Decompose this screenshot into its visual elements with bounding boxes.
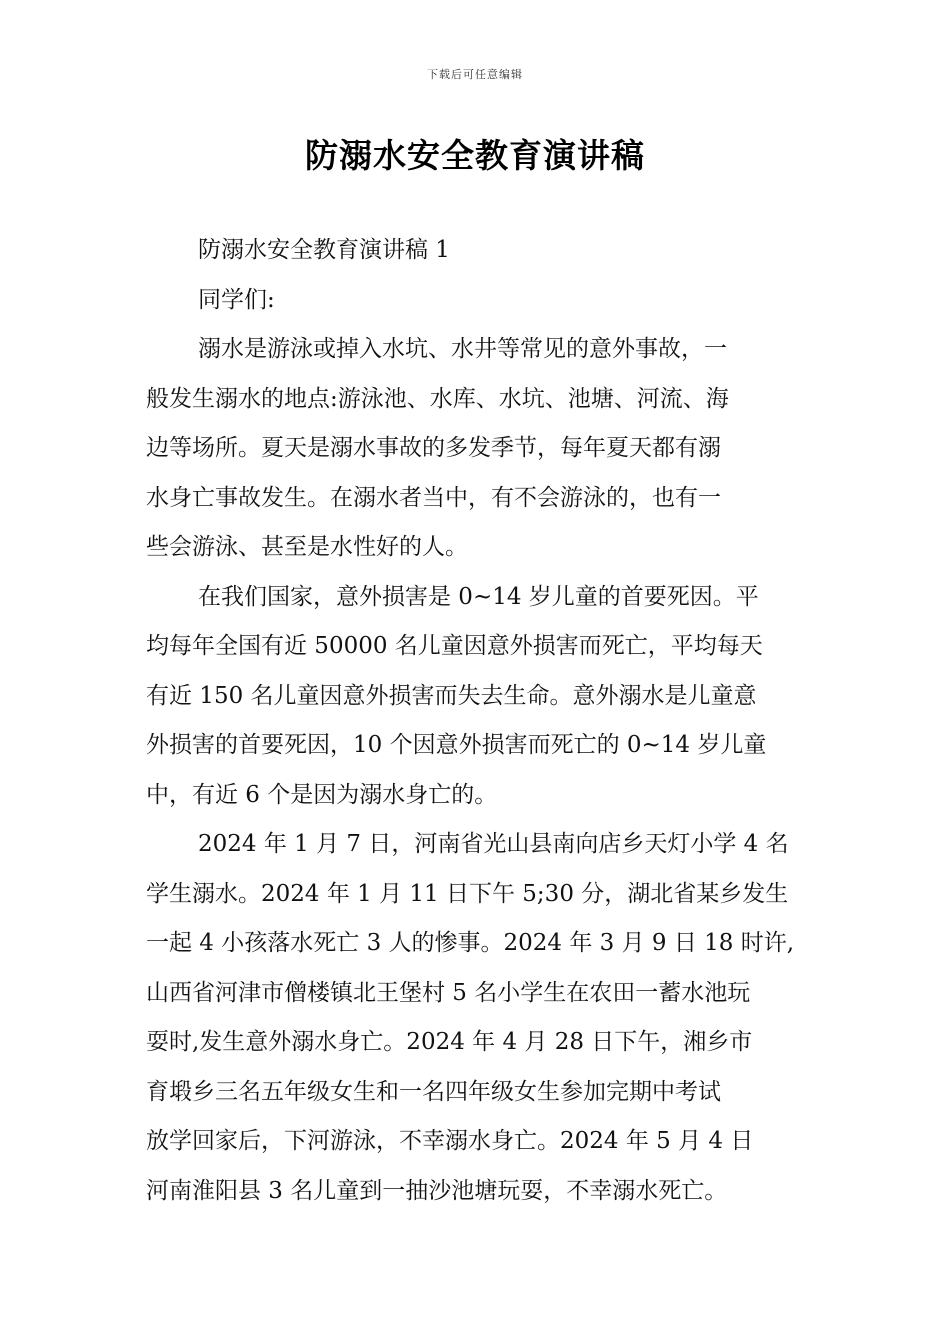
paragraph-line: 有近 150 名儿童因意外损害而失去生命。意外溺水是儿童意 xyxy=(146,682,757,709)
paragraph-line: 边等场所。夏天是溺水事故的多发季节，每年夏天都有溺 xyxy=(146,435,721,461)
paragraph-1 xyxy=(146,325,814,573)
paragraph-line: 溺水是游泳或掉入水坑、水井等常见的意外事故，一 xyxy=(198,336,727,362)
paragraph-line: 一起 4 小孩落水死亡 3 人的惨事。2024 年 3 月 9 日 18 时许, xyxy=(146,930,795,956)
paragraph-line: 外损害的首要死因，10 个因意外损害而死亡的 0~14 岁儿童 xyxy=(146,732,767,758)
paragraph-line: 均每年全国有近 50000 名儿童因意外损害而死亡，平均每天 xyxy=(146,633,763,659)
paragraph-line: 水身亡事故发生。在溺水者当中，有不会游泳的，也有一 xyxy=(146,484,721,511)
paragraph-line: 耍时,发生意外溺水身亡。2024 年 4 月 28 日下午，湘乡市 xyxy=(146,1029,753,1055)
paragraph-line: 些会游泳、甚至是水性好的人。 xyxy=(146,534,468,560)
paragraph-line: 在我们国家，意外损害是 0~14 岁儿童的首要死因。平 xyxy=(198,583,759,610)
paragraph-line: 学生溺水。2024 年 1 月 11 日下午 5;30 分，湖北省某乡发生 xyxy=(146,880,789,907)
paragraph-line: 般发生溺水的地点:游泳池、水库、水坑、池塘、河流、海 xyxy=(146,385,729,412)
paragraph-2 xyxy=(146,573,814,821)
paragraph-3 xyxy=(146,820,814,1216)
paragraph-line: 2024 年 1 月 7 日，河南省光山县南向店乡天灯小学 4 名 xyxy=(198,831,789,857)
paragraph-line: 中，有近 6 个是因为溺水身亡的。 xyxy=(146,781,498,808)
header-note: 下载后可任意编辑 xyxy=(427,68,523,81)
greeting-text: 同学们: xyxy=(198,286,275,313)
paragraph-line: 放学回家后，下河游泳，不幸溺水身亡。2024 年 5 月 4 日 xyxy=(146,1128,754,1154)
section-heading xyxy=(146,226,814,276)
document-body xyxy=(146,226,814,1216)
paragraph-line: 山西省河津市僧楼镇北王堡村 5 名小学生在农田一蓄水池玩 xyxy=(146,979,751,1006)
greeting xyxy=(146,276,814,326)
document-title: 防溺水安全教育演讲稿 xyxy=(305,136,645,175)
section-heading-text: 防溺水安全教育演讲稿 1 xyxy=(198,237,450,263)
paragraph-line: 育塅乡三名五年级女生和一名四年级女生参加完期中考试 xyxy=(146,1078,721,1105)
paragraph-line: 河南淮阳县 3 名儿童到一抽沙池塘玩耍，不幸溺水死亡。 xyxy=(146,1177,728,1204)
